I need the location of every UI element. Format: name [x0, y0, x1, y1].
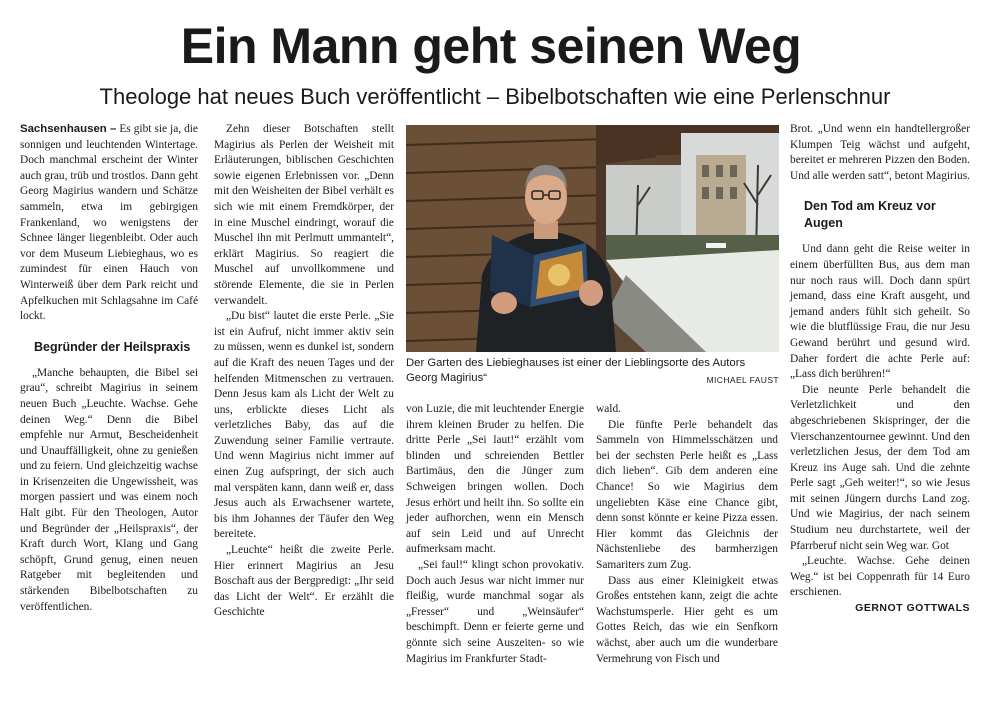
paragraph: „Sei faul!“ klingt schon provokativ. Doch auch Jesus war nicht immer nur fleißig, wurde manchmal sogar als „Fresser“ und „Weinsäufer“ beschimpft. Denn er feierte gerne und gönnte sich seine Auszeiten- so wie Magirius im Frankfurter Stadt-	[406, 558, 584, 665]
column-2	[214, 122, 394, 621]
paragraph: „Leuchte“ heißt die zweite Perle. Hier erinnert Magirius an Jesu Boschaft aus der Bergpredigt: „Ihr seid das Licht der Welt“. Er erzählt die Geschichte	[214, 544, 394, 619]
paragraph: von Luzie, die mit leuchtender Energie ihrem kleinen Bruder zu helfen. Die dritte Perle „Sei laut!“ erzählt vom blinden und schreienden Bettler Bartimäus, den die Jünger zum Schweigen bringen wollen. Doch Jesus erhört und heilt ihn. So sollte ein jeder aufhorchen, wenn ein Mensch auf sein Leid und auf Unrecht aufmerksam macht.	[406, 403, 584, 556]
dateline: Sachsenhausen –	[20, 123, 117, 135]
author-line	[790, 601, 970, 617]
paragraph: Die neunte Perle behandelt die Verletzlichkeit und den abgeschriebenen Skispringer, der die Vierschanzentournee gewinnt. Und den verletzlichen Jesus, der dem Tod am Kreuz ins Auge sah. Und die zehnte Perle sagt „Geh weiter!“, so wie Jesus mit seinen Jüngern durchs Land zog. Und wie Magirius, der nach seinem Studium neu durchstartete, weil der Pfarrberuf nicht sein Weg war. Got	[790, 383, 970, 552]
paragraph-text: Es gibt sie ja, die sonnigen und leuchtenden Wintertage. Doch manchmal erscheint der Winter auch grau, trüb und trostlos. Dann geht Georg Magirius wandern und Schätze sammeln, etwa im gebirgigen Frankenland, wo wenigstens der Schnee länger liegenbleibt. Oder auch vor dem Museum Liebieghaus, wo es zumindest für einen Hauch von Winterweiß über dem Park reicht und Apfelkuchen mit Schlagsahne im Café lockt.	[20, 123, 198, 323]
paragraph: „Manche behaupten, die Bibel sei grau“, schreibt Magirius in seinem neuen Buch „Leuchte. Wachse. Gehe deinen Weg.“ Denn die Bibel empfehle nur Armut, Bescheidenheit und Unauffälligkeit, ohne zu genießen und zu feiern. Und gleichzeitig wachse in Krisenzeiten die Ungewissheit, was morgen passiert und was einem noch Halt gibt. Für den Theologen, Autor und Begründer der „Heilspraxis“, der Kraft durch Wort, Klang und Gang schöpft, Grund genug, einen neuen Ratgeber mit begleitenden und stärkenden Bibelbotschaften zu veröffentlichen.	[20, 366, 198, 613]
photo-caption	[406, 356, 779, 388]
column-4	[596, 402, 778, 667]
paragraph: Und dann geht die Reise weiter in einem überfüllten Bus, aus dem man nur noch raus will. Doch dann spürt jemand, dass eine Kraft ausgeht, und jemand anders fühlt sich geheilt. So wie die blutflüssige Frau, die nur Jesu Gewand berührt und gesund wird. Daher fordert die achte Perle auf: „Lass dich berühren!“	[790, 243, 970, 381]
subheading-tod-am-kreuz: Den Tod am Kreuz vor Augen	[804, 199, 936, 231]
column-1	[20, 122, 198, 615]
photo-credit: MICHAEL FAUST	[706, 375, 779, 385]
column-5	[790, 122, 970, 617]
paragraph: „Leuchte. Wachse. Gehe deinen Weg.“ ist bei Coppenrath für 14 Euro erschienen.	[790, 555, 970, 599]
caption-text: Der Garten des Liebieghauses ist einer der Lieblingsorte des Autors Georg Magirius“	[406, 357, 746, 384]
paragraph: Brot. „Und wenn ein handtellergroßer Klumpen Teig wächst und aufgeht, bereitet er mehreren Pizzen den Boden. Und alle werden satt“, betont Magirius.	[790, 123, 970, 182]
paragraph: wald.	[596, 403, 621, 415]
subheadline: Theologe hat neues Buch veröffentlicht – Bibelbotschaften wie eine Perlenschnur	[99, 84, 891, 109]
garden-photo-illustration	[406, 125, 779, 352]
author-name: GERNOT GOTTWALS	[855, 602, 970, 615]
paragraph	[20, 122, 198, 325]
article-photo	[406, 125, 779, 352]
paragraph: Dass aus einer Kleinigkeit etwas Großes entstehen kann, zeigt die achte Wachstumsperle. Hier geht es um Gottes Reich, das wie ein Senfkorn wächst, aber auch um die wunderbare Vermehrung von Fisch und	[596, 574, 778, 665]
paragraph: „Du bist“ lautet die erste Perle. „Sie ist ein Aufruf, nicht immer aktiv sein zu müssen, wenn es dunkel ist, sondern auf die Kraft des neuen Tages und der helfenden Mitmenschen zu vertrauen. Denn Jesus kam als Licht der Welt zu uns, erblickte dieses Licht als verletzliches Baby, das auf die Zuwendung seiner Familie vertraute. Und wenn Magirius nicht immer auf einen Zug aufspringt, der sich auch mal verspäten kann, dann weiß er, dass Jesus auch als Erwachsener wartete, bis ihm Johannes der Täufer den Weg bereitete.	[214, 310, 394, 541]
paragraph: Zehn dieser Botschaften stellt Magirius als Perlen der Weisheit mit Erläuterungen, biblischen Geschichten sowie eigenen Erlebnissen vor. „Denn mit den Weisheiten der Bibel verhält es sich wie mit einem Fremdkörper, der in eine Muschel eindringt, worauf die Muschel ihn mit Perlmutt ummantelt“, erklärt Magirius. So reagiert die Muschel auf unvollkommene und störende Elemente, die sie in Perlen verwandelt.	[214, 123, 394, 307]
column-3	[406, 402, 584, 667]
subheading-heilspraxis: Begründer der Heilspraxis	[34, 339, 191, 354]
paragraph: Die fünfte Perle behandelt das Sammeln von Himmelsschätzen und bei der sechsten Perle heißt es „Lass dich lieben“. Gib dem anderen eine Chance! So wie Magirius dem ungeliebten Käse eine Chance gibt, denn sonst könnte er keine Pizza essen. Hier kommt das Gleichnis der Nächstenliebe des barmherzigen Samariters zum Zug.	[596, 418, 778, 571]
headline: Ein Mann geht seinen Weg	[180, 18, 802, 74]
